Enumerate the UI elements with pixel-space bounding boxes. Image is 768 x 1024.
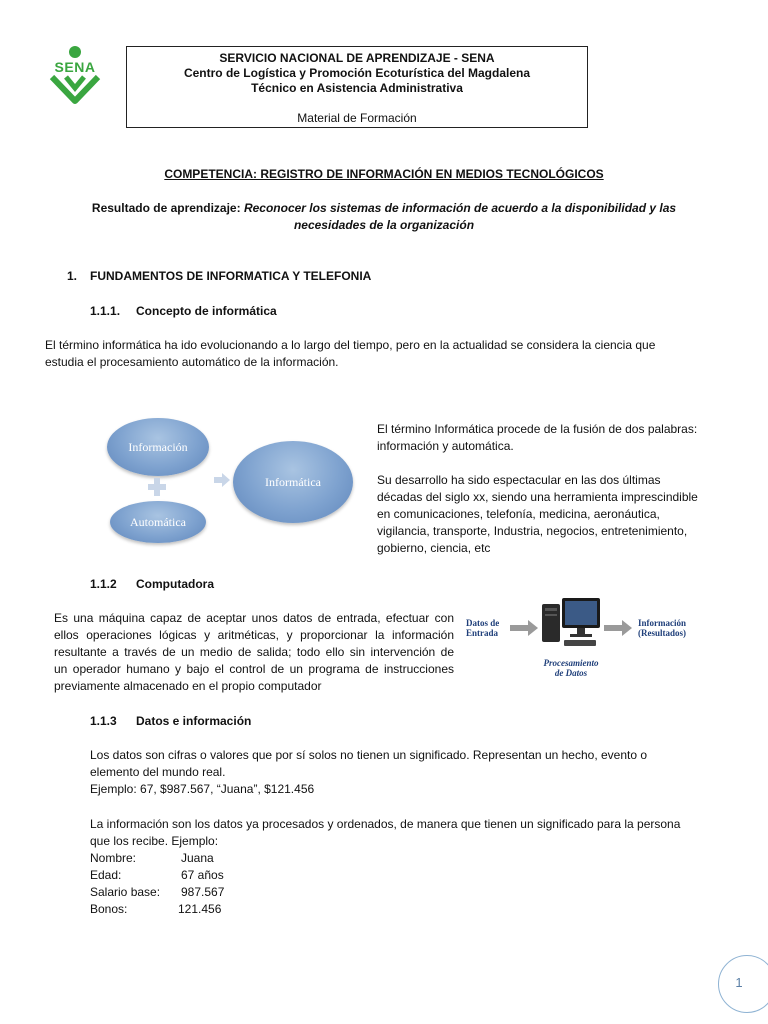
competencia-heading: COMPETENCIA: REGISTRO DE INFORMACIÓN EN MEDIOS TECNOLÓGICOS	[164, 167, 604, 181]
sub112-title: Computadora	[136, 577, 214, 591]
sub111-number: 1.1.1.	[90, 304, 121, 318]
bubble-automatica-label: Automática	[130, 514, 186, 529]
row-value-salario: 987.567	[181, 885, 225, 899]
sena-logo	[44, 44, 106, 106]
computer-diagram	[462, 594, 702, 684]
list-item	[90, 867, 390, 884]
sub112-number: 1.1.2	[90, 577, 117, 591]
bubble-informacion-label: Información	[128, 439, 188, 454]
sub113-title: Datos e información	[136, 714, 252, 728]
resultado-line1	[0, 200, 768, 217]
bubble-informatica	[233, 441, 353, 523]
side-p2-line1: Su desarrollo ha sido espectacular en las dos últimas	[377, 473, 661, 487]
process-label-line2: de Datos	[554, 668, 588, 678]
header-line4: Material de Formación	[297, 111, 417, 125]
output-label	[638, 618, 686, 638]
row-value-edad: 67 años	[181, 868, 224, 882]
sub111-para-line1: El término informática ha ido evolucionando a lo largo del tiempo, pero en la actualidad se considera la ciencia que	[45, 338, 656, 352]
sub112-line3: resultante a través de un medio de salida; todo ello sin intervención de	[54, 645, 454, 659]
input-arrow-icon	[510, 620, 538, 636]
section1-title: FUNDAMENTOS DE INFORMATICA Y TELEFONIA	[90, 269, 372, 283]
sub111-para-line2: estudia el procesamiento automático de la información.	[45, 355, 339, 369]
sub112-line4: un operador humano y bajo el control de un programa de instrucciones	[54, 662, 454, 676]
row-value-nombre: Juana	[181, 851, 214, 865]
side-p2-line5: gobierno, ciencia, etc	[377, 541, 491, 555]
sena-logo-text: SENA	[54, 59, 96, 75]
sub112-line1: Es una máquina capaz de aceptar unos datos de entrada, efectuar con	[54, 611, 454, 625]
bubble-automatica	[110, 501, 206, 543]
header-line2: Centro de Logística y Promoción Ecoturística del Magdalena	[183, 66, 531, 80]
sub112-line5: previamente almacenado en el propio computador	[54, 679, 322, 693]
list-item	[90, 884, 390, 901]
output-label-line2: (Resultados)	[638, 628, 687, 638]
sub112-paragraph	[54, 610, 454, 695]
row-label-edad: Edad:	[90, 868, 122, 882]
output-label-line1: Información	[638, 618, 686, 628]
process-label	[528, 658, 614, 678]
list-item	[90, 901, 390, 918]
sub113-p2	[90, 816, 760, 850]
sub111-title: Concepto de informática	[136, 304, 277, 318]
row-label-salario: Salario base:	[90, 885, 161, 899]
sub113-p2-line1: La información son los datos ya procesados y ordenados, de manera que tienen un significado para la persona	[90, 817, 681, 831]
resultado-text1: Reconocer los sistemas de información de acuerdo a la disponibilidad y las	[243, 201, 677, 215]
side-p2-line2: décadas del siglo xx, siendo una herramienta imprescindible	[377, 490, 698, 504]
header-line3: Técnico en Asistencia Administrativa	[251, 81, 463, 95]
header-line1: SERVICIO NACIONAL DE APRENDIZAJE - SENA	[219, 51, 495, 65]
resultado-label: Resultado de aprendizaje:	[91, 201, 241, 215]
list-item	[90, 850, 390, 867]
sena-logo-icon	[44, 44, 106, 106]
sub113-p1-line2: elemento del mundo real.	[90, 765, 226, 779]
input-label-line2: Entrada	[466, 628, 499, 638]
row-value-bonos: 121.456	[178, 902, 222, 916]
output-arrow-icon	[604, 620, 632, 636]
resultado-text2: necesidades de la organización	[293, 218, 475, 232]
input-label-line1: Datos de	[466, 618, 500, 628]
sub113-p1-line1: Los datos son cifras o valores que por sí solos no tienen un significado. Representan un hecho, evento o	[90, 748, 648, 762]
arrow-right-icon	[214, 473, 230, 487]
sub113-p1	[90, 747, 750, 798]
page-number: 1	[735, 975, 743, 990]
side-p1-line2: información y automática.	[377, 439, 514, 453]
sub113-p1-line3: Ejemplo: 67, $987.567, “Juana”, $121.456	[90, 782, 315, 796]
section1-number: 1.	[67, 269, 78, 283]
side-p2-line3: en comunicaciones, telefonía, medicina, aeronáutica,	[377, 507, 660, 521]
header-box	[126, 46, 588, 128]
computer-icon	[540, 596, 602, 652]
side-text	[377, 421, 727, 557]
info-example-list	[90, 850, 390, 918]
row-label-nombre: Nombre:	[90, 851, 137, 865]
sub112-line2: ellos operaciones lógicas y aritméticas, y proporcionar la información	[54, 628, 454, 642]
side-p1-line1: El término Informática procede de la fusión de dos palabras:	[377, 422, 698, 436]
plus-icon	[148, 478, 166, 496]
informatica-diagram	[100, 408, 362, 548]
bubble-informacion	[107, 418, 209, 476]
sub113-number: 1.1.3	[90, 714, 117, 728]
process-label-line1: Procesamiento	[543, 658, 599, 668]
side-p2-line4: vigilancia, transporte, Industria, negocios, entretenimiento,	[377, 524, 688, 538]
bubble-informatica-label: Informática	[265, 474, 321, 489]
input-label	[466, 618, 499, 638]
row-label-bonos: Bonos:	[90, 902, 128, 916]
sub113-p2-line2: que los recibe. Ejemplo:	[90, 834, 219, 848]
